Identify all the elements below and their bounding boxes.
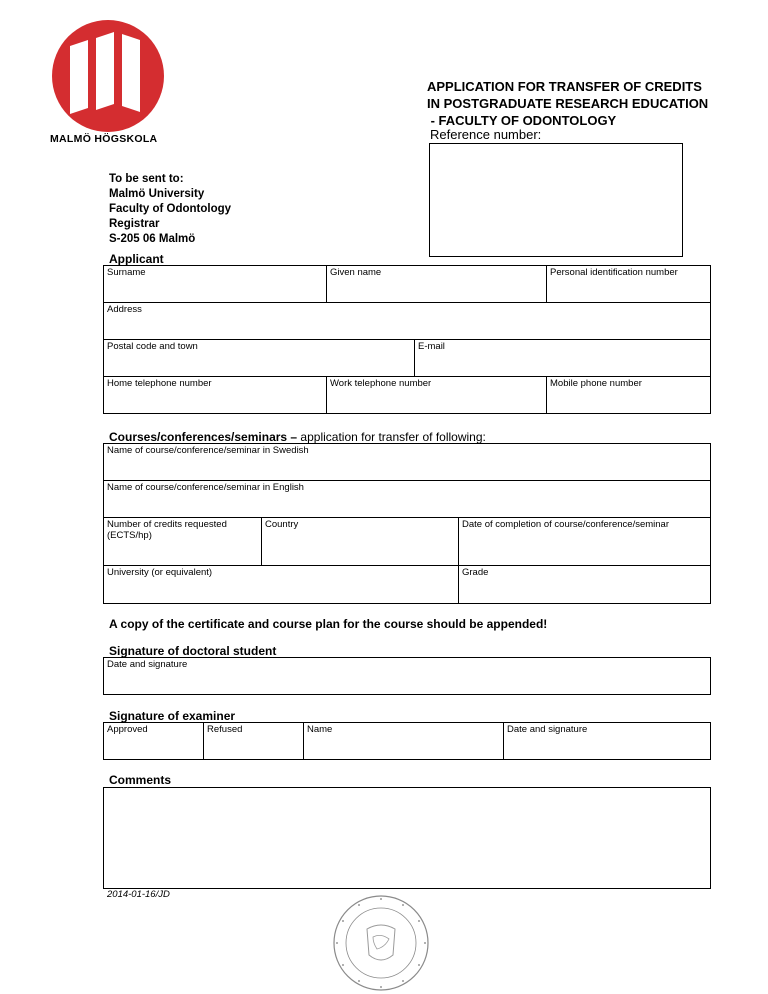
student-date-signature-field[interactable]: Date and signature [103,657,711,695]
country-field[interactable]: Country [261,517,459,566]
address-field[interactable]: Address [103,302,711,340]
student-signature-heading: Signature of doctoral student [109,644,277,658]
email-field[interactable]: E-mail [414,339,711,377]
reference-number-box[interactable] [429,143,683,257]
surname-field[interactable]: Surname [103,265,327,303]
given-name-field[interactable]: Given name [326,265,547,303]
malmo-hogskola-logo [52,20,164,132]
postal-code-field[interactable]: Postal code and town [103,339,415,377]
credits-requested-field[interactable]: Number of credits requested (ECTS/hp) [103,517,262,566]
academy-seal [331,893,431,993]
courses-heading: Courses/conferences/seminars – application for transfer of following: [109,430,486,444]
applicant-heading: Applicant [109,252,164,266]
comments-heading: Comments [109,773,172,787]
logo-wordmark: MALMÖ HÖGSKOLA [50,133,158,145]
mobile-phone-field[interactable]: Mobile phone number [546,376,711,414]
reference-number-label: Reference number: [430,127,542,142]
course-name-swedish-field[interactable]: Name of course/conference/seminar in Swedish [103,443,711,481]
comments-field[interactable] [103,787,711,889]
completion-date-field[interactable]: Date of completion of course/conference/seminar [458,517,711,566]
examiner-date-signature-field[interactable]: Date and signature [503,722,711,760]
mailing-address: To be sent to: Malmö University Faculty of Odontology Registrar S-205 06 Malmö [109,173,232,245]
home-phone-field[interactable]: Home telephone number [103,376,327,414]
refused-field[interactable]: Refused [203,722,304,760]
personal-id-field[interactable]: Personal identification number [546,265,711,303]
university-field[interactable]: University (or equivalent) [103,565,459,604]
course-name-english-field[interactable]: Name of course/conference/seminar in English [103,480,711,518]
attachment-note: A copy of the certificate and course plan for the course should be appended! [109,617,548,631]
examiner-signature-heading: Signature of examiner [109,709,236,723]
examiner-name-field[interactable]: Name [303,722,504,760]
approved-field[interactable]: Approved [103,722,204,760]
grade-field[interactable]: Grade [458,565,711,604]
work-phone-field[interactable]: Work telephone number [326,376,547,414]
revision-date: 2014-01-16/JD [107,889,170,900]
form-title: APPLICATION FOR TRANSFER OF CREDITS IN POSTGRADUATE RESEARCH EDUCATION - FACULTY OF ODONTOLOGY [427,79,709,128]
